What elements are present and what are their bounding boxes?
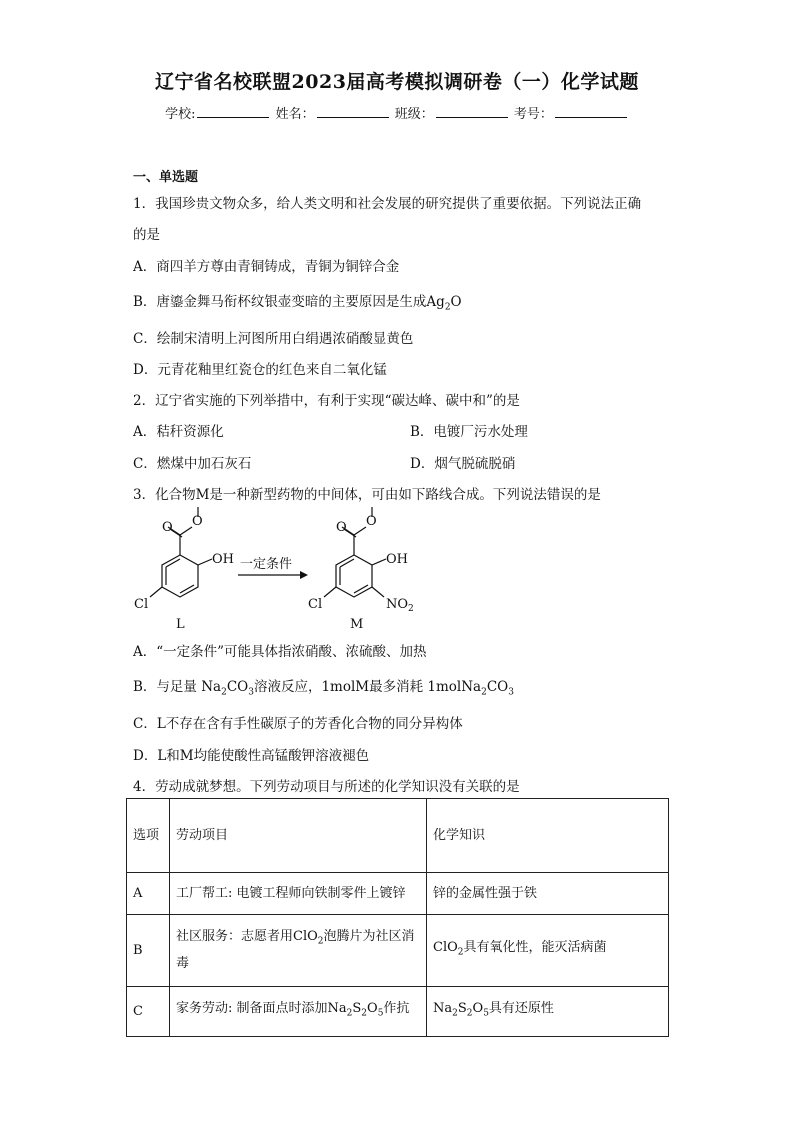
q2-option-a: A．秸秆资源化 xyxy=(133,424,224,440)
q4-table xyxy=(126,798,669,1037)
student-info-line xyxy=(0,103,794,122)
table-row xyxy=(127,915,669,987)
q2-option-c: C．燃煤中加石灰石 xyxy=(133,456,252,472)
row-b-labor-item: 社区服务：志愿者用ClO$_2$泡腾片为社区消毒 xyxy=(170,915,427,987)
school-label: 学校: xyxy=(165,107,196,122)
q3-option-a: A．“一定条件”可能具体指浓硝酸、浓硫酸、加热 xyxy=(133,644,427,660)
m-compound-label: M xyxy=(350,617,364,632)
table-header-row xyxy=(127,799,669,873)
l-oh-label: OH xyxy=(212,552,234,567)
q2-option-d: D．烟气脱硫脱硝 xyxy=(410,456,516,472)
l-cl-label: Cl xyxy=(134,597,149,612)
q2-option-b: B．电镀厂污水处理 xyxy=(410,424,528,440)
exam-number-label: 考号： xyxy=(513,107,553,122)
q3-option-b: B．与足量 $Na_2CO_3$溶液反应，1molM最多消耗 $1molNa_2CO_3$ xyxy=(133,679,514,698)
header-option: 选项 xyxy=(127,799,170,873)
m-oh-label: OH xyxy=(386,552,408,567)
row-b-option: B xyxy=(127,915,170,987)
name-blank xyxy=(317,105,389,118)
row-c-chem-knowledge: $Na_2S_2O_5$具有还原性 xyxy=(427,987,669,1037)
row-a-labor-item: 工厂帮工: 电镀工程师向铁制零件上镀锌 xyxy=(170,873,427,915)
class-blank xyxy=(436,105,508,118)
row-b-chem-knowledge: ClO$_2$具有氧化性，能灭活病菌 xyxy=(427,915,669,987)
row-a-option: A xyxy=(127,873,170,915)
class-label: 班级： xyxy=(394,107,434,122)
q1-stem-line2: 的是 xyxy=(133,227,160,243)
exam-number-blank xyxy=(555,105,627,118)
molecule-l-structure xyxy=(150,507,212,597)
section-heading: 一、单选题 xyxy=(133,170,199,185)
q1-option-b: B．唐鎏金舞马衔杯纹银壶变暗的主要原因是生成$Ag_2O$ xyxy=(133,294,462,313)
l-carbonyl-o: O xyxy=(162,520,173,535)
m-no2-label: $NO_2$ xyxy=(386,597,414,614)
reaction-scheme-diagram xyxy=(128,505,448,635)
row-c-labor-item: 家务劳动: 制备面点时添加$Na_2S_2O_5$作抗 xyxy=(170,987,427,1037)
l-ester-o: O xyxy=(192,514,203,529)
reaction-arrow-head xyxy=(300,571,308,579)
header-chem-knowledge: 化学知识 xyxy=(427,799,669,873)
q4-stem: 4．劳动成就梦想。下列劳动项目与所述的化学知识没有关联的是 xyxy=(133,779,520,795)
q1-stem-line1: 1．我国珍贵文物众多，给人类文明和社会发展的研究提供了重要依据。下列说法正确 xyxy=(133,196,642,212)
molecule-m-structure xyxy=(324,507,386,597)
l-compound-label: L xyxy=(176,617,185,632)
q3-option-d: D．L和M均能使酸性高锰酸钾溶液褪色 xyxy=(133,748,370,764)
q1-option-a: A．商四羊方尊由青铜铸成，青铜为铜锌合金 xyxy=(133,259,400,275)
m-carbonyl-o: O xyxy=(336,520,347,535)
q1-option-d: D．元青花釉里红瓷仓的红色来自二氧化锰 xyxy=(133,362,387,378)
arrow-condition-label: 一定条件 xyxy=(240,557,293,572)
header-labor-item: 劳动项目 xyxy=(170,799,427,873)
page-title: 辽宁省名校联盟2023届高考模拟调研卷（一）化学试题 xyxy=(155,71,639,93)
m-cl-label: Cl xyxy=(308,597,323,612)
row-c-option: C xyxy=(127,987,170,1037)
name-label: 姓名： xyxy=(275,107,315,122)
school-blank xyxy=(197,105,269,118)
q1-option-c: C．绘制宋清明上河图所用白绢遇浓硝酸显黄色 xyxy=(133,331,414,347)
table-row xyxy=(127,873,669,915)
table-row xyxy=(127,987,669,1037)
m-ester-o: O xyxy=(366,514,377,529)
q2-stem: 2．辽宁省实施的下列举措中，有利于实现“碳达峰、碳中和”的是 xyxy=(133,393,520,409)
q3-option-c: C．L不存在含有手性碳原子的芳香化合物的同分异构体 xyxy=(133,716,463,732)
q3-stem: 3．化合物M是一种新型药物的中间体，可由如下路线合成。下列说法错误的是 xyxy=(133,487,601,503)
row-a-chem-knowledge: 锌的金属性强于铁 xyxy=(427,873,669,915)
